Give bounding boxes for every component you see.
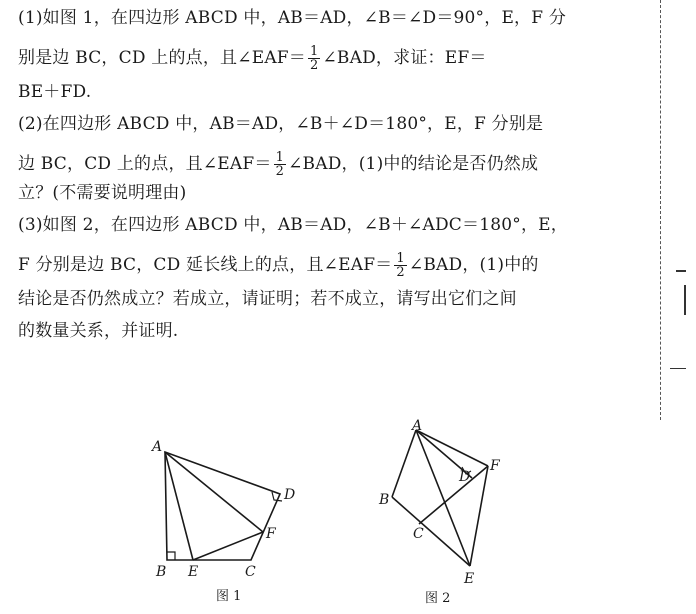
- part3-line2: F 分别是边 BC，CD 延长线上的点，且∠EAF＝ $\frac{1}{2}$ ∠BAD，(1)中的: [18, 251, 539, 280]
- label-f: F: [266, 526, 276, 542]
- figure-2-caption: 图 2: [425, 591, 451, 606]
- quad-abcd-outline: [165, 452, 280, 560]
- right-angle-b: [167, 552, 175, 560]
- segment-ae: [416, 430, 470, 566]
- segment-cf: [419, 466, 488, 524]
- figure-1: [150, 435, 310, 611]
- part1-line2: 别是边 BC，CD 上的点，且∠EAF＝ $\frac{1}{2}$ ∠BAD，求证：EF＝: [18, 44, 487, 73]
- margin-dashed-line: [660, 0, 662, 420]
- part1-line3: BE＋FD.: [18, 82, 92, 102]
- problem-text: [18, 8, 648, 341]
- label-c: C: [245, 564, 256, 580]
- label-d: D: [284, 487, 296, 503]
- figure-2: [370, 415, 520, 614]
- part3-line1: (3)如图 2，在四边形 ABCD 中，AB＝AD，∠B＋∠ADC＝180°，E，: [18, 215, 568, 235]
- fraction-half: $\frac{1}{2}$: [275, 150, 285, 179]
- figure-1-caption: 图 1: [216, 589, 242, 604]
- segment-ef: [470, 466, 488, 566]
- fraction-half: $\frac{1}{2}$: [396, 251, 405, 280]
- part3-line3: 结论是否仍然成立？若成立，请证明；若不成立，请写出它们之间: [18, 289, 517, 309]
- segment-ab: [392, 430, 416, 497]
- figure-1-diagram: [150, 435, 310, 607]
- label-e: E: [464, 571, 475, 587]
- label-b: B: [379, 492, 390, 508]
- label-c: C: [413, 526, 424, 542]
- segment-ae: [165, 452, 193, 560]
- part2-line2: 边 BC，CD 上的点，且∠EAF＝ $\frac{1}{2}$ ∠BAD，(1)中的结论是否仍然成: [18, 150, 539, 179]
- fraction-half: $\frac{1}{2}$: [310, 44, 319, 73]
- edge-mark: [670, 368, 686, 369]
- label-b: B: [156, 564, 167, 580]
- label-a: A: [412, 418, 423, 434]
- edge-mark: [676, 270, 686, 272]
- label-a: A: [152, 439, 163, 455]
- label-d: D: [459, 469, 471, 485]
- part2-line1: (2)在四边形 ABCD 中，AB＝AD，∠B＋∠D＝180°，E，F 分别是: [18, 114, 544, 134]
- part1-line1: (1)如图 1，在四边形 ABCD 中，AB＝AD，∠B＝∠D＝90°，E，F 分: [18, 8, 567, 28]
- edge-mark: [684, 285, 686, 315]
- label-f: F: [490, 458, 500, 474]
- part3-line4: 的数量关系，并证明.: [18, 321, 179, 341]
- figure-2-diagram: [370, 415, 520, 610]
- part2-line3: 立？(不需要说明理由): [18, 183, 187, 203]
- label-e: E: [188, 564, 199, 580]
- segment-be: [392, 497, 470, 566]
- segment-af: [165, 452, 263, 532]
